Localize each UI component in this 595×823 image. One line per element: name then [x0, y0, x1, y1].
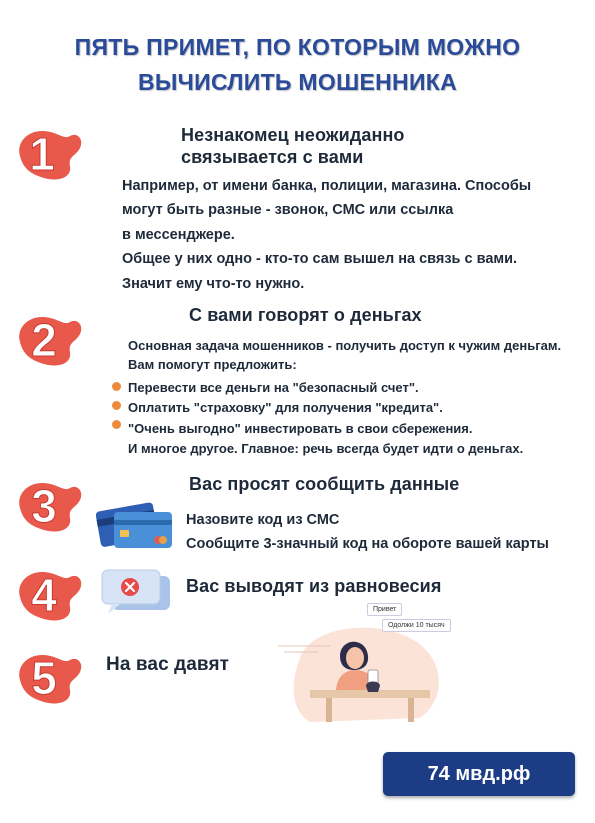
item-1-line: Например, от имени банка, полиции, магазина. Способы — [122, 178, 532, 194]
item-1-line: Значит ему что-то нужно. — [122, 275, 305, 292]
item-3-line: Сообщите 3-значный код на обороте вашей карты — [186, 536, 549, 552]
item-2-outro: И многое другое. Главное: речь всегда будет идти о деньгах. — [128, 441, 524, 457]
item-1-line: Общее у них одно - кто-то сам вышел на связь с вами. — [122, 251, 518, 268]
bullet-item: Перевести все деньги на "безопасный счет". — [128, 380, 419, 395]
number-5-badge — [14, 646, 84, 706]
item-3-line: Назовите код из СМС — [186, 512, 340, 528]
bullet-item: Оплатить "страховку" для получения "кредита". — [128, 400, 443, 416]
website-button[interactable]: 74 мвд.рф — [383, 752, 575, 796]
item-1-heading — [181, 124, 405, 168]
item-1-heading-line-1: Незнакомец неожиданно — [181, 125, 405, 145]
bullet-dot — [112, 420, 121, 429]
credit-cards-icon — [96, 500, 176, 550]
title-line-2: ВЫЧИСЛИТЬ МОШЕННИКА — [137, 69, 458, 95]
bullet-dot — [112, 382, 121, 391]
title-line-1: ПЯТЬ ПРИМЕТ, ПО КОТОРЫМ МОЖНО — [74, 34, 521, 60]
chat-message-1: Привет — [367, 603, 402, 616]
error-message-icon — [100, 568, 172, 618]
item-1-line: в мессенджере. — [122, 226, 235, 243]
number-4-badge — [14, 563, 84, 623]
item-5-heading: На вас давят — [106, 654, 230, 675]
item-1-line: могут быть разные - звонок, СМС или ссылка — [122, 202, 454, 219]
number-3-text: 3 — [31, 480, 57, 532]
item-1-heading-line-2: связывается с вами — [181, 147, 364, 167]
item-2-intro-line-2: Вам помогут предложить: — [128, 356, 297, 372]
number-3-badge — [14, 474, 84, 534]
chat-message-2: Одолжи 10 тысяч — [382, 619, 451, 632]
item-2-intro — [128, 337, 561, 374]
number-2-badge — [14, 308, 84, 368]
bullet-item: "Очень выгодно" инвестировать в свои сбережения. — [128, 420, 473, 436]
item-4-heading: Вас выводят из равновесия — [186, 576, 442, 596]
item-2-bullets — [128, 378, 523, 460]
item-2-heading: С вами говорят о деньгах — [189, 305, 422, 325]
number-2-text: 2 — [31, 314, 57, 366]
item-1-text — [122, 174, 531, 296]
number-1-text: 1 — [29, 128, 55, 180]
number-1-badge — [14, 122, 84, 182]
item-3-text — [186, 508, 549, 556]
item-3-heading: Вас просят сообщить данные — [189, 474, 460, 494]
woman-with-phone-illustration — [270, 618, 450, 726]
bullet-dot — [112, 401, 121, 410]
page-title — [0, 30, 595, 100]
number-5-text: 5 — [31, 652, 57, 704]
number-4-text: 4 — [31, 569, 57, 621]
item-2-intro-line-1: Основная задача мошенников - получить доступ к чужим деньгам. — [128, 338, 562, 353]
